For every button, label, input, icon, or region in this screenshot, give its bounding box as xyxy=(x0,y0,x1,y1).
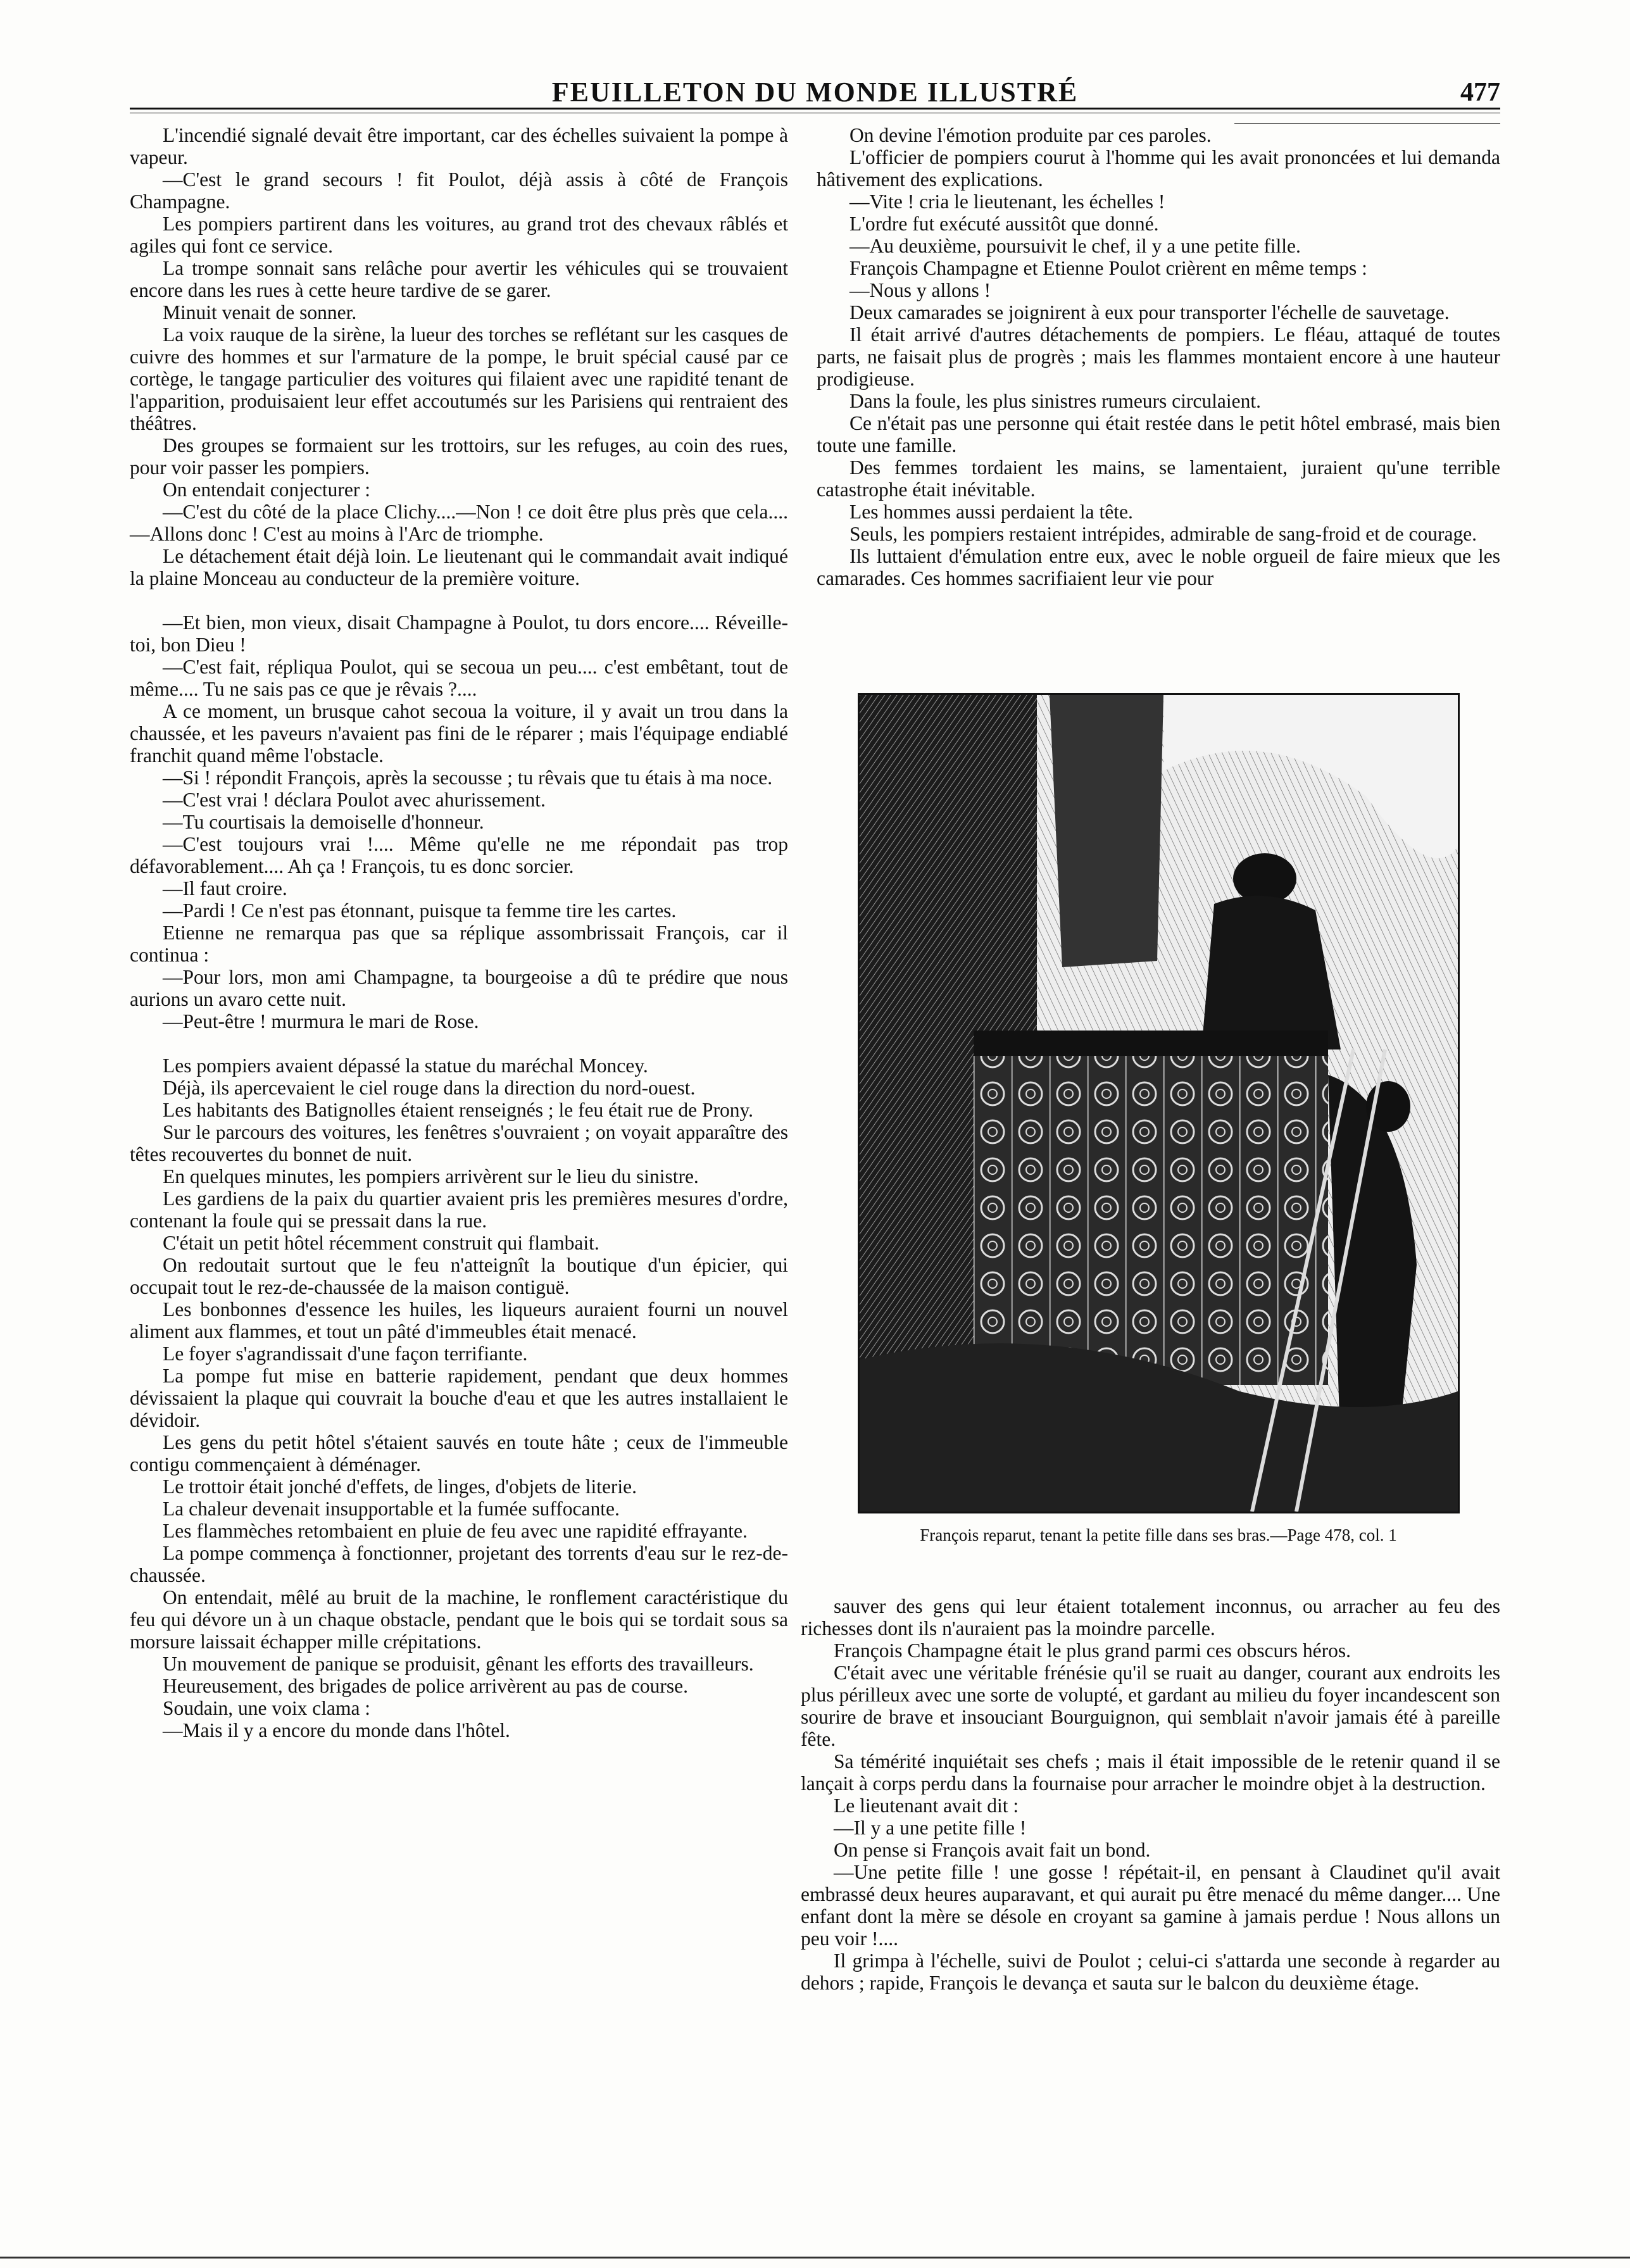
paragraph: —Et bien, mon vieux, disait Champagne à Poulot, tu dors encore.... Réveille-toi, bon Dieu ! xyxy=(130,611,788,656)
paragraph: Des femmes tordaient les mains, se lamentaient, juraient qu'une terrible catastrophe était inévitable. xyxy=(817,456,1500,501)
paragraph: Deux camarades se joignirent à eux pour transporter l'échelle de sauvetage. xyxy=(849,301,1450,323)
paragraph: Il était arrivé d'autres détachements de pompiers. Le fléau, attaqué de toutes parts, ne faisait plus de progrès ; mais les flammes montaient encore à une hauteur prodigieuse. xyxy=(817,323,1500,390)
fire-rescue-engraving xyxy=(860,695,1458,1512)
paragraph: Sur le parcours des voitures, les fenêtres s'ouvraient ; on voyait apparaître des têtes recouvertes du bonnet de nuit. xyxy=(130,1121,788,1165)
paragraph: —Pardi ! Ce n'est pas étonnant, puisque ta femme tire les cartes. xyxy=(163,899,677,922)
paragraph: —Il y a une petite fille ! xyxy=(834,1817,1027,1839)
paragraph: Ils luttaient d'émulation entre eux, avec le noble orgueil de faire mieux que les camarades. Ces hommes sacrifiaient leur vie pour xyxy=(817,545,1500,589)
paragraph: On entendait conjecturer : xyxy=(163,479,370,501)
illustration-caption: François reparut, tenant la petite fille dans ses bras.—Page 478, col. 1 xyxy=(920,1526,1397,1544)
paragraph: —Vite ! cria le lieutenant, les échelles ! xyxy=(849,191,1165,213)
paragraph: La voix rauque de la sirène, la lueur des torches se reflétant sur les casques de cuivre des hommes et sur l'armature de la pompe, le bruit spécial causé par ce cortège, le tangage particulier des voitures qui filaient avec une rapidité tenant de l'apparition, produisaient leur effet accoutumés sur les Parisiens qui rentraient des théâtres. xyxy=(130,323,788,434)
paragraph: Seuls, les pompiers restaient intrépides, admirable de sang-froid et de courage. xyxy=(849,523,1477,545)
paragraph: C'était un petit hôtel récemment construit qui flambait. xyxy=(163,1232,599,1254)
paragraph-break xyxy=(130,589,788,611)
paragraph: On pense si François avait fait un bond. xyxy=(834,1839,1151,1861)
paragraph: A ce moment, un brusque cahot secoua la voiture, il y avait un trou dans la chaussée, et les paveurs n'avaient pas fini de le réparer ; mais l'équipage endiablé franchit quand même l'obstacle. xyxy=(130,700,788,767)
paragraph: —Peut-être ! murmura le mari de Rose. xyxy=(163,1010,479,1032)
paragraph: Le foyer s'agrandissait d'une façon terrifiante. xyxy=(163,1343,528,1365)
paragraph: —Si ! répondit François, après la secousse ; tu rêvais que tu étais à ma noce. xyxy=(163,767,773,789)
paragraph: —Nous y allons ! xyxy=(849,279,991,301)
publication-title: FEUILLETON DU MONDE ILLUSTRÉ xyxy=(551,77,1079,108)
paragraph: La pompe commença à fonctionner, projetant des torrents d'eau sur le rez-de-chaussée. xyxy=(130,1542,788,1586)
right-column-top xyxy=(817,124,1500,589)
paragraph: La pompe fut mise en batterie rapidement, pendant que deux hommes dévissaient la plaque qui couvrait la bouche d'eau et que les autres installaient le dévidoir. xyxy=(130,1365,788,1431)
paragraph: Les pompiers partirent dans les voitures, au grand trot des chevaux râblés et agiles qui font ce service. xyxy=(130,213,788,257)
paragraph: L'incendié signalé devait être important, car des échelles suivaient la pompe à vapeur. xyxy=(130,124,788,168)
paragraph: —Mais il y a encore du monde dans l'hôtel. xyxy=(163,1719,510,1741)
page-bottom-edge xyxy=(0,2257,1630,2259)
paragraph-break xyxy=(130,1032,788,1055)
paragraph: —Pour lors, mon ami Champagne, ta bourgeoise a dû te prédire que nous aurions un avaro cette nuit. xyxy=(130,966,788,1010)
paragraph: —C'est fait, répliqua Poulot, qui se secoua un peu.... c'est embêtant, tout de même.... Tu ne sais pas ce que je rêvais ?.... xyxy=(130,656,788,700)
paragraph: L'ordre fut exécuté aussitôt que donné. xyxy=(849,213,1159,235)
paragraph: Les habitants des Batignolles étaient renseignés ; le feu était rue de Prony. xyxy=(163,1099,754,1121)
paragraph: Minuit venait de sonner. xyxy=(163,301,357,323)
paragraph: Ce n'était pas une personne qui était restée dans le petit hôtel embrasé, mais bien toute une famille. xyxy=(817,412,1500,456)
paragraph: Dans la foule, les plus sinistres rumeurs circulaient. xyxy=(849,390,1261,412)
paragraph: La chaleur devenait insupportable et la fumée suffocante. xyxy=(163,1498,620,1520)
paragraph: Le détachement était déjà loin. Le lieutenant qui le commandait avait indiqué la plaine Monceau au conducteur de la première voiture. xyxy=(130,545,788,589)
paragraph: Il grimpa à l'échelle, suivi de Poulot ; celui-ci s'attarda une seconde à regarder au dehors ; rapide, François le devança et sauta sur le balcon du deuxième étage. xyxy=(801,1950,1500,1994)
paragraph: —C'est du côté de la place Clichy....—Non ! ce doit être plus près que cela....—Allons donc ! C'est au moins à l'Arc de triomphe. xyxy=(130,501,788,545)
paragraph: Les gardiens de la paix du quartier avaient pris les premières mesures d'ordre, contenant la foule qui se pressait dans la rue. xyxy=(130,1187,788,1232)
paragraph: Les pompiers avaient dépassé la statue du maréchal Moncey. xyxy=(163,1055,648,1077)
engraving-illustration xyxy=(858,693,1460,1513)
paragraph: François Champagne était le plus grand parmi ces obscurs héros. xyxy=(834,1639,1351,1662)
page-number: 477 xyxy=(1460,78,1500,107)
paragraph: Des groupes se formaient sur les trottoirs, sur les refuges, au coin des rues, pour voir passer les pompiers. xyxy=(130,434,788,479)
right-column-bottom xyxy=(801,1595,1500,1994)
paragraph: Sa témérité inquiétait ses chefs ; mais il était impossible de le retenir quand il se lançait à corps perdu dans la fournaise pour arracher le moindre objet à la destruction. xyxy=(801,1750,1500,1795)
paragraph: sauver des gens qui leur étaient totalement inconnus, ou arracher au feu des richesses dont ils n'auraient pas la moindre parcelle. xyxy=(801,1595,1500,1639)
paragraph: —Une petite fille ! une gosse ! répétait-il, en pensant à Claudinet qu'il avait embrassé deux heures auparavant, et qui aurait pu être menacé du même danger.... Une enfant dont la mère se désole en croyant sa gamine à jamais perdue ! Nous allons un peu voir !.... xyxy=(801,1861,1500,1950)
paragraph: Les gens du petit hôtel s'étaient sauvés en toute hâte ; ceux de l'immeuble contigu commençaient à déménager. xyxy=(130,1431,788,1475)
paragraph: Soudain, une voix clama : xyxy=(163,1697,371,1719)
paragraph: Le trottoir était jonché d'effets, de linges, d'objets de literie. xyxy=(163,1475,637,1498)
paragraph: —C'est toujours vrai !.... Même qu'elle ne me répondait pas trop défavorablement.... Ah ça ! François, tu es donc sorcier. xyxy=(130,833,788,877)
paragraph: —C'est le grand secours ! fit Poulot, déjà assis à côté de François Champagne. xyxy=(130,168,788,213)
paragraph: Les flammèches retombaient en pluie de feu avec une rapidité effrayante. xyxy=(163,1520,748,1542)
paragraph: On redoutait surtout que le feu n'atteignît la boutique d'un épicier, qui occupait tout le rez-de-chaussée de la maison contiguë. xyxy=(130,1254,788,1298)
left-column xyxy=(130,124,788,1741)
paragraph: Heureusement, des brigades de police arrivèrent au pas de course. xyxy=(163,1675,689,1697)
paragraph: Le lieutenant avait dit : xyxy=(834,1795,1019,1817)
paragraph: En quelques minutes, les pompiers arrivèrent sur le lieu du sinistre. xyxy=(163,1165,699,1187)
paragraph: L'officier de pompiers courut à l'homme qui les avait prononcées et lui demanda hâtivement des explications. xyxy=(817,146,1500,191)
paragraph: —Tu courtisais la demoiselle d'honneur. xyxy=(163,811,484,833)
paragraph: —C'est vrai ! déclara Poulot avec ahurissement. xyxy=(163,789,546,811)
header-rule xyxy=(130,108,1500,110)
paragraph: Etienne ne remarqua pas que sa réplique assombrissait François, car il continua : xyxy=(130,922,788,966)
paragraph: Les hommes aussi perdaient la tête. xyxy=(849,501,1133,523)
paragraph: —Au deuxième, poursuivit le chef, il y a une petite fille. xyxy=(849,235,1301,257)
paragraph: C'était avec une véritable frénésie qu'il se ruait au danger, courant aux endroits les plus périlleux avec une sorte de volupté, et gardant au milieu du foyer incandescent son sourire de brave et insouciant Bourguignon, qui semblait n'avoir jamais été à pareille fête. xyxy=(801,1662,1500,1750)
paragraph: On entendait, mêlé au bruit de la machine, le ronflement caractéristique du feu qui dévore un à un chaque obstacle, pendant que le bois qui se tordait sous sa morsure laissait échapper mille crépitations. xyxy=(130,1586,788,1653)
paragraph: François Champagne et Etienne Poulot crièrent en même temps : xyxy=(849,257,1367,279)
paragraph: Les bonbonnes d'essence les huiles, les liqueurs auraient fourni un nouvel aliment aux flammes, et tout un pâté d'immeubles était menacé. xyxy=(130,1298,788,1343)
paragraph: La trompe sonnait sans relâche pour avertir les véhicules qui se trouvaient encore dans les rues à cette heure tardive de se garer. xyxy=(130,257,788,301)
paragraph: On devine l'émotion produite par ces paroles. xyxy=(849,124,1212,146)
running-header xyxy=(130,76,1500,120)
paragraph: —Il faut croire. xyxy=(163,877,287,899)
paragraph: Déjà, ils apercevaient le ciel rouge dans la direction du nord-ouest. xyxy=(163,1077,696,1099)
paragraph: Un mouvement de panique se produisit, gênant les efforts des travailleurs. xyxy=(163,1653,754,1675)
